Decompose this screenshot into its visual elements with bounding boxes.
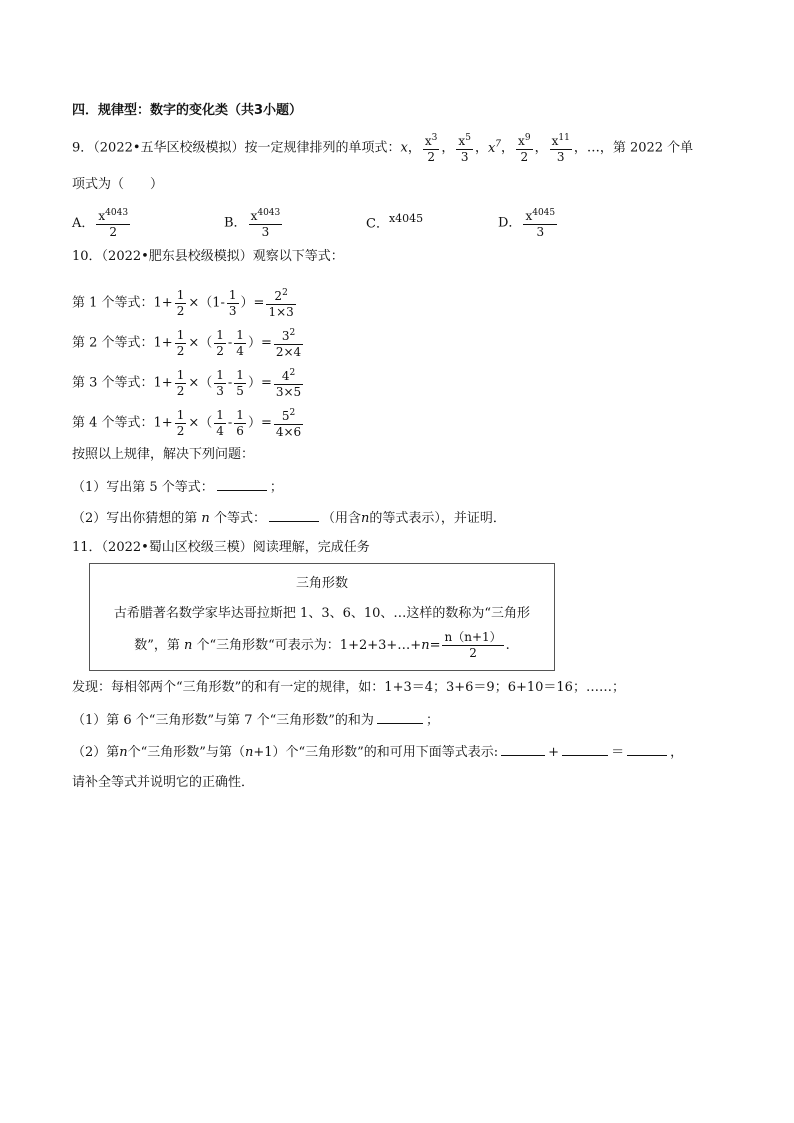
q10-equation-1: 第 1 个等式：1+ $\frac{1}{2}$ ×（1- $\frac{1}{3}$ ）= $\frac{2^2}{1\times 3}$ <box>72 287 294 319</box>
q11-intro: 11．（2022•蜀山区校级三模）阅读理解，完成任务 <box>72 540 370 555</box>
q9-term-x3: $\frac{x^3}{2}$ <box>424 133 438 164</box>
q9-term-x11: $\frac{x^{11}}{3}$ <box>551 133 570 164</box>
q10-part2: （2）写出你猜想的第 n 个等式： （用含n的等式表示），并证明． <box>72 511 506 526</box>
section-title: 四．规律型：数字的变化类（共3小题） <box>72 103 303 118</box>
q10-part2-blank[interactable] <box>269 509 319 522</box>
q9-term-x: x <box>400 140 408 156</box>
q10-part1-blank[interactable] <box>217 478 267 491</box>
q9-option-d[interactable]: D． $\frac{x^{4045}}{3}$ <box>498 208 556 239</box>
q11-part2-blank-1[interactable] <box>501 743 545 756</box>
q9-option-c[interactable]: C．$^{x4045}$ <box>366 212 424 232</box>
q10-part1: （1）写出第 5 个等式： ； <box>72 480 283 495</box>
q11-part2-cont: 请补全等式并说明它的正确性． <box>72 775 255 790</box>
q9-line1: 9．（2022•五华区校级模拟）按一定规律排列的单项式：x， $\frac{x^3}{2}$ ， $\frac{x^5}{3}$ ，$x^7$， $\frac{x^9}{2}$ ， $\frac{x^{11}}{3}$ ，…，第 2022 个单 <box>72 133 694 164</box>
q11-part2: （2）第n个“三角形数”与第（n+1）个“三角形数”的和可用下面等式表示: + ＝ ， <box>72 745 684 760</box>
q9-term-x9: $\frac{x^9}{2}$ <box>518 133 531 164</box>
q9-term-x7: $x^7$ <box>487 139 502 156</box>
q11-find: 发现：每相邻两个“三角形数”的和有一定的规律，如：1+3＝4；3+6＝9；6+10＝16；……； <box>72 680 625 695</box>
q11-part1-blank[interactable] <box>377 711 423 724</box>
q11-part2-blank-2[interactable] <box>562 743 608 756</box>
box-fraction: $\frac{n(n+1)}{2}$ <box>444 630 502 660</box>
q9-line2: 项式为（ ） <box>72 177 164 192</box>
q9-suffix: ，…，第 2022 个单 <box>573 140 694 156</box>
q10-rule: 按照以上规律，解决下列问题： <box>72 447 255 462</box>
box-title: 三角形数 <box>295 576 348 591</box>
q10-intro: 10．（2022•肥东县校级模拟）观察以下等式： <box>72 249 344 264</box>
q9-prefix: 9．（2022•五华区校级模拟）按一定规律排列的单项式： <box>72 140 401 156</box>
q9-term-x5: $\frac{x^5}{3}$ <box>458 133 471 164</box>
q9-option-b[interactable]: B． $\frac{x^{4043}}{3}$ <box>224 208 281 239</box>
q11-part1: （1）第 6 个“三角形数”与第 7 个“三角形数”的和为 ； <box>72 713 439 728</box>
q9-option-a[interactable]: A． $\frac{x^{4043}}{2}$ <box>72 208 129 239</box>
q9-options <box>72 206 132 240</box>
q10-equation-2: 第 2 个等式：1+ $\frac{1}{2}$ ×（ $\frac{1}{2}$ - $\frac{1}{4}$ ）= $\frac{3^2}{2\times 4}$ <box>72 327 302 359</box>
box-line1: 古希腊著名数学家毕达哥拉斯把 1、3、6、10、…这样的数称为“三角形 <box>113 606 531 621</box>
q10-equation-3: 第 3 个等式：1+ $\frac{1}{2}$ ×（ $\frac{1}{3}$ - $\frac{1}{5}$ ）= $\frac{4^2}{3\times 5}$ <box>72 367 302 399</box>
triangle-number-box <box>89 563 555 671</box>
q10-equation-4: 第 4 个等式：1+ $\frac{1}{2}$ ×（ $\frac{1}{4}$ - $\frac{1}{6}$ ）= $\frac{5^2}{4\times 6}$ <box>72 407 302 439</box>
box-line2: 数”，第 n 个“三角形数“可表示为：1+2+3+…+n= $\frac{n(n+1)}{2}$ . <box>134 630 510 660</box>
q11-part2-blank-3[interactable] <box>627 743 667 756</box>
